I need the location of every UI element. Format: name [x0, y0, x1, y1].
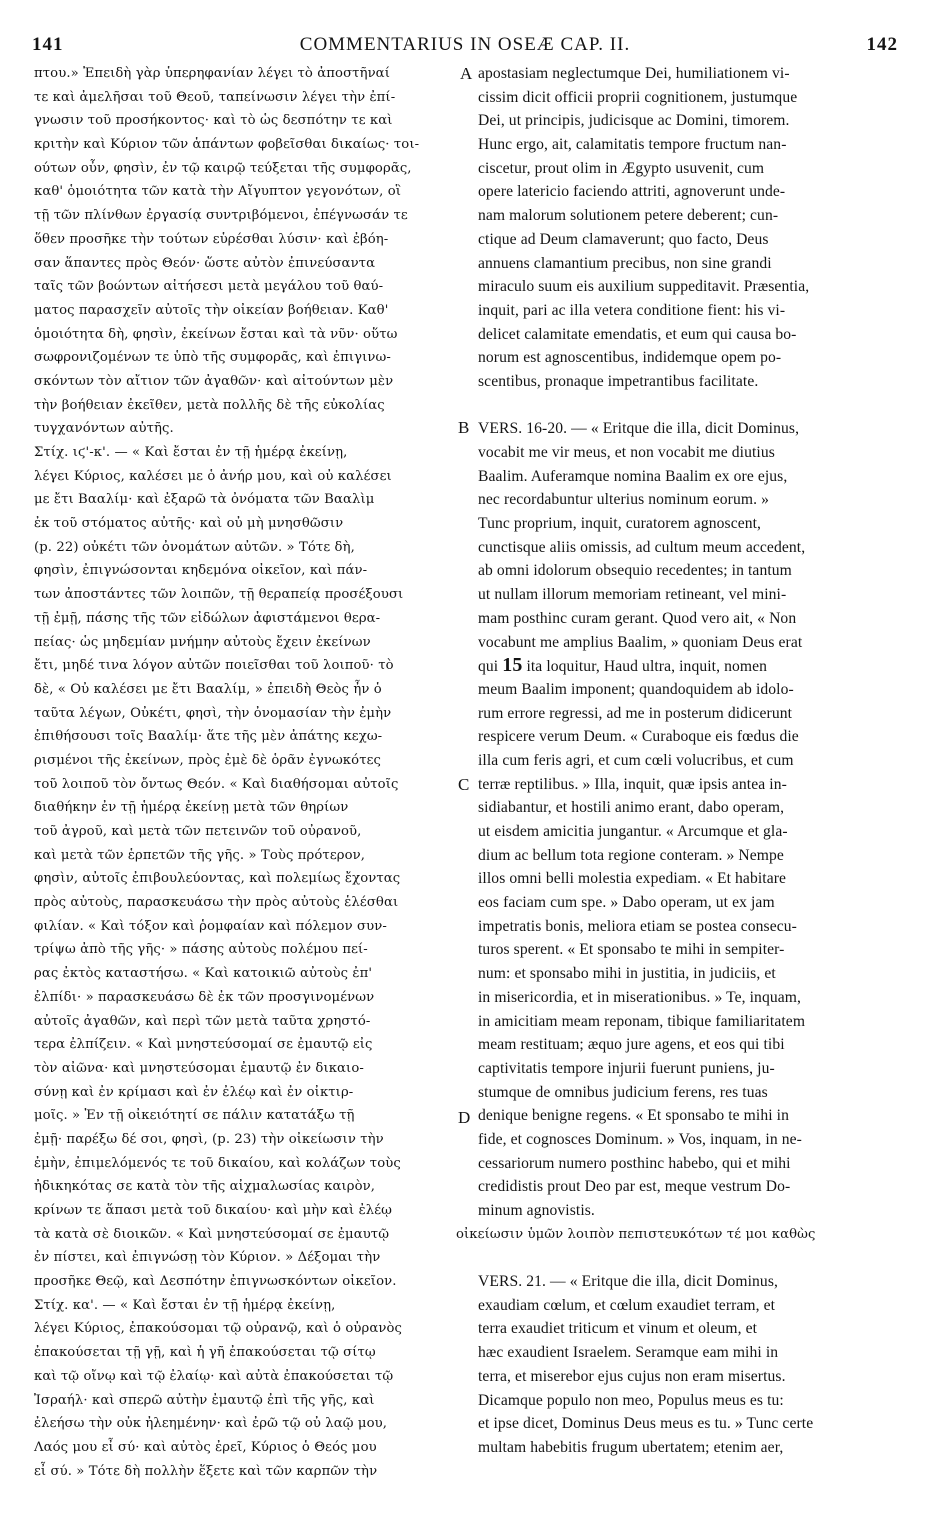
- latin-text-line: Dei, ut principis, judicisque ac Domini, timorem.: [478, 112, 790, 130]
- paragraph-gap: [478, 394, 898, 418]
- greek-text-line: τῇ ἐμῇ, πάσης τῆς τῶν εἰδώλων ἀφιστάμενοι θερα-: [34, 610, 381, 626]
- greek-text-line: ρισμένοι τῆς ἐκείνων, πρὸς ἐμὲ δὲ ὁρᾶν ἐγνωκότες: [34, 752, 382, 768]
- latin-text-line: scentibus, pronaque impetrantibus facilitate.: [478, 372, 759, 390]
- latin-text-line: nec recordabuntur ulterius nominum eorum. »: [478, 491, 769, 509]
- greek-text-line: τὰ κατὰ σὲ διοικῶν. « Καὶ μνηστεύσομαί σε ἐμαυτῷ: [34, 1226, 390, 1242]
- greek-text-line: Λαός μου εἶ σύ· καὶ αὐτὸς ἐρεῖ, Κύριος ὁ Θεός μου: [34, 1439, 377, 1455]
- greek-text-line: των ἀποστάντες τῶν λοιπῶν, τῇ θεραπείᾳ προσέξουσι: [34, 587, 404, 603]
- latin-text-line: cissim dicit officii proprii cognitionem, justumque: [478, 88, 798, 106]
- latin-text-line: sidiabantur, et hostili animo erant, dabo operam,: [478, 799, 785, 817]
- latin-text-line: ut nullam illorum memoriam retineant, vel mini-: [478, 586, 787, 604]
- latin-text-line: impetratis bonis, meliora etiam se postea consecu-: [478, 917, 797, 935]
- greek-text-line: καὶ τῷ οἴνῳ καὶ τῷ ἐλαίῳ· καὶ αὐτὰ ἐπακούσεται τῷ: [34, 1368, 394, 1384]
- margin-ref-d: D: [458, 1108, 471, 1127]
- latin-text-line: hæc exaudient Israelem. Seramque eam mihi in: [478, 1344, 779, 1362]
- greek-text-line: ρας ἐκτὸς καταστήσω. « Καὶ κατοικιῶ αὐτοὺς ἐπ': [34, 966, 373, 982]
- greek-text-line: τῇ τῶν πλίνθων ἐργασίᾳ συντριβόμενοι, ἐπέγνωσάν τε: [34, 208, 408, 224]
- greek-text-line: τοῦ λοιποῦ τὸν ὄντως Θεόν. « Καὶ διαθήσομαι αὐτοῖς: [34, 776, 399, 792]
- greek-text-line: ὁμοιότητα δὴ, φησὶν, ἐκείνων ἔσται καὶ τὰ νῦν· οὕτω: [34, 326, 398, 342]
- latin-text-line: exaudiam cœlum, et cœlum exaudiet terram, et: [478, 1296, 776, 1314]
- latin-text-line: et ipse dicet, Dominus Deus meus es tu. » Tunc certe: [478, 1415, 814, 1433]
- greek-text-line: τρίψω ἀπὸ τῆς γῆς· » πάσης αὐτοὺς πολέμου πεί-: [34, 942, 368, 958]
- greek-continuation-line: οἰκείωσιν ὑμῶν λοιπὸν πεπιστευκότων τέ μοι καθὼς: [456, 1226, 816, 1242]
- margin-ref-c: C: [458, 775, 470, 794]
- greek-text-line: ἐμῇ· παρέξω δέ σοι, φησὶ, (p. 23) τὴν οἰκείωσιν τὴν: [34, 1131, 384, 1147]
- latin-text-line: illa cum feris agri, et cum cœli volucribus, et cum: [478, 751, 794, 769]
- greek-text-line: τὸν αἰῶνα· καὶ μνηστεύσομαι ἐμαυτῷ ἐν δικαιο-: [34, 1060, 364, 1076]
- latin-text-line: in amicitiam meam reponam, tibique familiaritatem: [478, 1012, 806, 1030]
- greek-text-line: καὶ μετὰ τῶν ἑρπετῶν τῆς γῆς. » Τοὺς πρότερον,: [34, 847, 366, 863]
- latin-text-line: ab omni idolorum obsequio recedentes; in tantum: [478, 562, 792, 580]
- latin-text-line: terra, et miserebor ejus cujus non eram misertus.: [478, 1367, 786, 1385]
- latin-text-line: turos sperent. « Et sponsabo te mihi in sempiter-: [478, 941, 785, 959]
- latin-text-fragment: qui: [478, 658, 499, 676]
- greek-text-line: σύνῃ καὶ ἐν κρίμασι καὶ ἐν ἐλέῳ καὶ ἐν οἰκτιρ-: [34, 1084, 354, 1100]
- latin-text-line: meum Baalim imponent; quandoquidem ab idolo-: [478, 680, 794, 698]
- greek-text-line: ἐλεήσω τὴν οὐκ ἠλεημένην· καὶ ἐρῶ τῷ οὐ λαῷ μου,: [34, 1416, 388, 1432]
- greek-text-line: δὲ, « Οὐ καλέσει με ἔτι Βααλίμ, » ἐπειδὴ Θεὸς ἦν ὁ: [34, 681, 382, 697]
- latin-text-line: vocabunt me amplius Baalim, » quoniam Deus erat: [478, 633, 803, 651]
- latin-text-line: terræ reptilibus. » Illa, inquit, quæ ipsis antea in-: [478, 775, 787, 793]
- greek-text-line: τυγχανόντων αὐτῆς.: [34, 421, 174, 437]
- latin-text-line: ctique ad Deum clamaverunt; quo facto, Deus: [478, 230, 769, 248]
- greek-text-line: προσῆκε Θεῷ, καὶ Δεσπότην ἐπιγνωσκόντων οἰκεῖον.: [34, 1274, 397, 1290]
- latin-text-line: Dicamque populo non meo, Populus meus es tu:: [478, 1391, 784, 1409]
- greek-text-line: γνωσιν τοῦ προσήκοντος· καὶ τὸ ὡς δεσπότην τε καὶ: [34, 113, 393, 129]
- latin-text-line: dium ac bellum tota regione conteram. » Nempe: [478, 846, 784, 864]
- latin-text-line: credidistis prout Deo par est, meque vestrum Do-: [478, 1178, 791, 1196]
- latin-text-line: VERS. 16-20. — « Eritque die illa, dicit Dominus,: [478, 420, 800, 438]
- latin-text-line: nam malorum solutionem petere deberent; cun-: [478, 207, 779, 225]
- greek-text-line: λέγει Κύριος, ἐπακούσομαι τῷ οὐρανῷ, καὶ ὁ οὐρανὸς: [34, 1321, 403, 1337]
- greek-text-line: εἶ σύ. » Τότε δὴ πολλὴν ἕξετε καὶ τῶν καρπῶν τὴν: [34, 1463, 378, 1479]
- greek-text-line: ταῦτα λέγων, Οὐκέτι, φησὶ, τὴν ὀνομασίαν τὴν ἐμὴν: [34, 705, 392, 721]
- latin-text-line: Tunc proprium, inquit, curatorem agnoscent,: [478, 515, 762, 533]
- latin-text-line: VERS. 21. — « Eritque die illa, dicit Dominus,: [478, 1273, 778, 1291]
- latin-text-line: eos faciam cum spe. » Dabo operam, ut ex jam: [478, 894, 775, 912]
- greek-text-line: πείας· ὡς μηδεμίαν μνήμην αὐτοὺς ἔχειν ἐκείνων: [34, 634, 371, 650]
- latin-text-line: multam habebitis frugum ubertatem; etenim aer,: [478, 1438, 784, 1456]
- latin-text-line: rum errore regressi, ad me in posterum didicerunt: [478, 704, 793, 722]
- latin-text-line: captivitatis tempore injurii fuerunt puniens, ju-: [478, 1059, 775, 1077]
- greek-text-line: σκόντων τὸν αἴτιον τῶν ἀγαθῶν· καὶ αἰτούντων μὲν: [34, 373, 394, 389]
- greek-text-line: τὴν βοήθειαν ἐκεῖθεν, μετὰ πολλῆς δὲ τῆς εὐκολίας: [34, 397, 385, 413]
- greek-text-line: ἔτι, μηδέ τινα λόγον αὐτῶν ποιεῖσθαι τοῦ λοιποῦ· τὸ: [34, 658, 394, 674]
- greek-text-line: κρίνων τε ἅπασι μετὰ τοῦ δικαίου· καὶ μὴν καὶ ἐλέῳ: [34, 1203, 393, 1218]
- latin-text-line: annuens clamantium precibus, non sine grandi: [478, 254, 772, 272]
- column-number-marker: 15: [502, 654, 523, 677]
- greek-text-line: με ἔτι Βααλίμ· καὶ ἐξαρῶ τὰ ὀνόματα τῶν Βααλὶμ: [34, 492, 375, 508]
- latin-text-line: meam restituam; æquo jure agens, et eos qui tibi: [478, 1036, 785, 1054]
- latin-text-line: respicere verum Deum. « Curaboque eis fœdus die: [478, 728, 799, 746]
- margin-ref-b: B: [458, 418, 470, 437]
- running-title: COMMENTARIUS IN OSEÆ CAP. II.: [299, 34, 631, 55]
- latin-text-line: num: et sponsabo mihi in justitia, in judiciis, et: [478, 965, 776, 983]
- greek-text-line: ταῖς τῶν βοώντων αἰτήσεσι μετὰ μεγάλου τοῦ θαύ-: [34, 279, 384, 295]
- latin-text-line: illos omni belli molestia expediam. « Et habitare: [478, 870, 787, 888]
- greek-text-line: τερα ἐλπίζειν. « Καὶ μνηστεύσομαί σε ἐμαυτῷ εἰς: [34, 1037, 373, 1053]
- greek-text-line: κριτὴν καὶ Κύριον τῶν ἁπάντων φοβεῖσθαι δικαίως· τοι-: [34, 137, 420, 153]
- page-number-right: 142: [866, 34, 898, 55]
- greek-text-line: ἠδικηκότας σε κατὰ τὸν τῆς αἰχμαλωσίας καιρὸν,: [34, 1179, 376, 1195]
- latin-text-line: denique benigne regens. « Et sponsabo te mihi in: [478, 1107, 789, 1125]
- greek-text-line: ἐμὴν, ἐπιμελόμενός τε τοῦ δικαίου, καὶ κολάζων τοὺς: [34, 1155, 401, 1171]
- paragraph-gap: [478, 1246, 898, 1270]
- greek-text-line: ἐκ τοῦ στόματος αὐτῆς· καὶ οὐ μὴ μνησθῶσιν: [34, 516, 344, 532]
- latin-text-line: delicet calamitate emendatis, et eum qui causa bo-: [478, 325, 797, 343]
- latin-text-line-with-column-number: [478, 654, 898, 678]
- latin-text-line: cunctisque aliis omissis, ad cultum meum accedent,: [478, 538, 806, 556]
- greek-text-line: αὐτοῖς ἀγαθῶν, καὶ περὶ τῶν μετὰ ταῦτα χρηστό-: [34, 1013, 371, 1029]
- latin-text-line: miraculo suum eis auxilium suppeditavit. Præsentia,: [478, 278, 810, 296]
- greek-text-line: λέγει Κύριος, καλέσει με ὁ ἀνήρ μου, καὶ οὐ καλέσει: [34, 468, 392, 484]
- greek-text-line: Στίχ. ιϛ'-κ'. — « Καὶ ἔσται ἐν τῇ ἡμέρᾳ ἐκείνῃ,: [34, 445, 348, 460]
- latin-text-line: terra exaudiet triticum et vinum et oleum, et: [478, 1320, 758, 1338]
- latin-text-line: stumque de omnibus judicium ferens, res tuas: [478, 1083, 768, 1101]
- greek-text-line: σαν ἅπαντες πρὸς Θεόν· ὥστε αὐτὸν ἐπινεύσαντα: [34, 255, 376, 271]
- latin-column: [456, 62, 898, 1460]
- greek-text-line: σωφρονιζομένων τε ὑπὸ τῆς συμφορᾶς, καὶ ἐπιγινω-: [34, 350, 391, 366]
- greek-text-line: ματος παρασχεῖν αὐτοῖς τὴν οἰκείαν βοήθειαν. Καθ': [34, 302, 389, 318]
- greek-text-line: φησὶν, αὐτοῖς ἐπιβουλεύοντας, καὶ πολεμίως ἔχοντας: [34, 871, 401, 887]
- greek-text-line: ἐπιθήσουσι τοῖς Βααλίμ· ἅτε τῆς μὲν ἀπάτης κεχω-: [34, 729, 383, 745]
- greek-text-line: τε καὶ ἀμελῆσαι τοῦ Θεοῦ, ταπείνωσιν λέγει τὴν ἐπί-: [34, 89, 396, 105]
- greek-text-line: καθ' ὁμοιότητα τῶν κατὰ τὴν Αἴγυπτον γεγονότων, οἳ: [34, 184, 402, 200]
- latin-text-line: opere latericio faciendo attriti, agnoverunt unde-: [478, 183, 786, 201]
- latin-text-line: inquit, pari ac illa vetera conditione fient: his vi-: [478, 301, 786, 319]
- greek-text-line: διαθήκην ἐν τῇ ἡμέρᾳ ἐκείνῃ μετὰ τῶν θηρίων: [34, 800, 349, 816]
- page-header: [32, 34, 898, 60]
- latin-text-line: mam posthinc curam gerant. Quod vero ait, « Non: [478, 609, 797, 627]
- latin-text-line: Baalim. Auferamque nomina Baalim ex ore ejus,: [478, 467, 788, 485]
- latin-text-line: ut eisdem amicitia jungantur. « Arcumque et gla-: [478, 823, 788, 840]
- greek-text-line: φιλίαν. « Καὶ τόξον καὶ ῥομφαίαν καὶ πόλεμον συν-: [34, 918, 387, 934]
- latin-text-line: minum agnovistis.: [478, 1202, 595, 1219]
- greek-text-line: (p. 22) οὐκέτι τῶν ὀνομάτων αὐτῶν. » Τότε δὴ,: [34, 539, 355, 555]
- latin-text-line: in misericordia, et in miserationibus. » Te, inquam,: [478, 988, 801, 1006]
- page-number-left: 141: [32, 34, 64, 55]
- latin-text-line: ciscetur, prout olim in Ægypto usuvenit, cum: [478, 159, 765, 177]
- greek-text-line: Στίχ. κα'. — « Καὶ ἔσται ἐν τῇ ἡμέρᾳ ἐκείνῃ,: [34, 1297, 336, 1313]
- latin-text-line: norum est agnoscentibus, indidemque opem po-: [478, 349, 782, 367]
- greek-text-line: μοῖς. » Ἐν τῇ οἰκειότητί σε πάλιν κατατάξω τῇ: [34, 1108, 355, 1124]
- greek-text-line: ἐπακούσεται τῇ γῇ, καὶ ἡ γῆ ἐπακούσεται τῷ σίτῳ: [34, 1345, 376, 1361]
- latin-text-line: vocabit me vir meus, et non vocabit me diutius: [478, 444, 775, 461]
- greek-text-line: ὅθεν προσῆκε τὴν τούτων εὑρέσθαι λύσιν· καὶ ἐβόη-: [34, 231, 389, 247]
- greek-text-line: τοῦ ἀγροῦ, καὶ μετὰ τῶν πετεινῶν τοῦ οὐρανοῦ,: [34, 824, 362, 839]
- greek-text-line: ἐλπίδι· » παρασκευάσω δὲ ἐκ τῶν προσγινομένων: [34, 989, 375, 1005]
- latin-text-fragment: ita loquitur, Haud ultra, inquit, nomen: [526, 658, 768, 676]
- greek-text-line: φησὶν, ἐπιγνώσονται κηδεμόνα οἰκεῖον, καὶ πάν-: [34, 563, 368, 579]
- greek-text-line: ἐν πίστει, καὶ ἐπιγνώσῃ τὸν Κύριον. » Δέξομαι τὴν: [34, 1250, 381, 1266]
- greek-text-line: Ἰσραήλ· καὶ σπερῶ αὐτὴν ἐμαυτῷ ἐπὶ τῆς γῆς, καὶ: [34, 1392, 375, 1408]
- greek-text-line: ούτων οὖν, φησὶν, ἐν τῷ καιρῷ τεύξεται τῆς συμφορᾶς,: [34, 160, 412, 176]
- greek-column: [34, 62, 458, 1483]
- margin-ref-a: A: [460, 64, 473, 83]
- greek-text-line: πτου.» Ἐπειδὴ γὰρ ὑπερηφανίαν λέγει τὸ ἀποστῆναί: [34, 66, 390, 81]
- latin-text-line: apostasiam neglectumque Dei, humiliationem vi-: [478, 65, 790, 82]
- latin-text-line: cessariorum numero posthinc habebo, qui et mihi: [478, 1154, 791, 1172]
- latin-text-line: Hunc ergo, ait, calamitatis tempore fructum nan-: [478, 136, 787, 154]
- latin-text-line: fide, et cognosces Dominum. » Vos, inquam, in ne-: [478, 1130, 802, 1148]
- greek-text-line: πρὸς αὐτοὺς, παρασκευάσω τὴν πρὸς αὐτοὺς ἑλέσθαι: [34, 895, 399, 911]
